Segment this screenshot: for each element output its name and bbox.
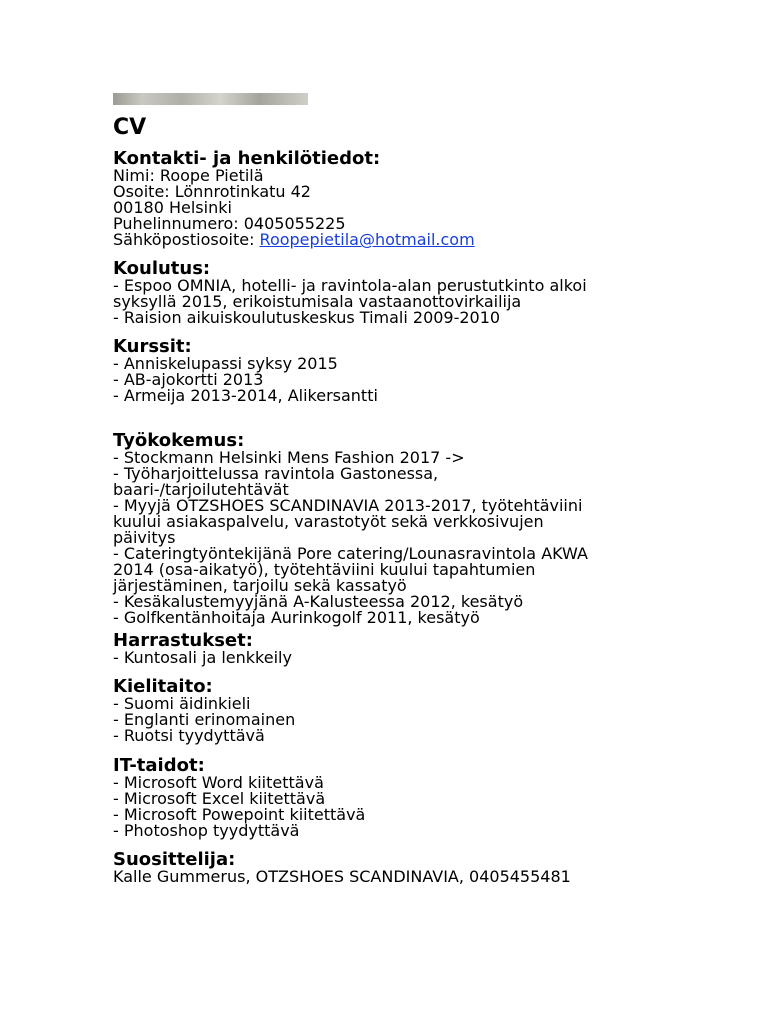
courses-heading: Kurssit: bbox=[113, 336, 192, 357]
languages-section bbox=[113, 678, 295, 744]
it-skill-line: - Photoshop tyydyttävä bbox=[113, 821, 300, 840]
it-skill-line: - Microsoft Powepoint kiitettävä bbox=[113, 805, 366, 824]
languages-heading: Kielitaito: bbox=[113, 676, 213, 697]
work-experience-section bbox=[113, 432, 588, 626]
email-label: Sähköpostiosoite: bbox=[113, 230, 260, 249]
education-section bbox=[113, 260, 587, 326]
contact-name: Nimi: Roope Pietilä bbox=[113, 166, 264, 185]
language-line: - Suomi äidinkieli bbox=[113, 694, 251, 713]
email-link[interactable]: Roopepietila@hotmail.com bbox=[259, 230, 475, 249]
course-line: - Armeija 2013-2014, Alikersantti bbox=[113, 386, 378, 405]
reference-line: Kalle Gummerus, OTZSHOES SCANDINAVIA, 0405455481 bbox=[113, 867, 571, 886]
cv-title: CV bbox=[113, 115, 147, 140]
work-line: - Myyjä OTZSHOES SCANDINAVIA 2013-2017, työtehtäviini bbox=[113, 496, 583, 515]
work-line: järjestäminen, tarjoilu sekä kassatyö bbox=[113, 576, 407, 595]
education-line: syksyllä 2015, erikoistumisala vastaanottovirkailija bbox=[113, 292, 522, 311]
language-line: - Ruotsi tyydyttävä bbox=[113, 726, 265, 745]
contact-phone: Puhelinnumero: 0405055225 bbox=[113, 214, 346, 233]
contact-heading: Kontakti- ja henkilötiedot: bbox=[113, 148, 381, 169]
it-skill-line: - Microsoft Word kiitettävä bbox=[113, 773, 324, 792]
work-line: 2014 (osa-aikatyö), työtehtäviini kuului tapahtumien bbox=[113, 560, 536, 579]
hobbies-section bbox=[113, 632, 292, 666]
it-skill-line: - Microsoft Excel kiitettävä bbox=[113, 789, 326, 808]
work-line: päivitys bbox=[113, 528, 176, 547]
profile-photo-fragment bbox=[113, 93, 308, 105]
it-skills-section bbox=[113, 757, 365, 839]
work-line: - Kesäkalustemyyjänä A-Kalusteessa 2012, kesätyö bbox=[113, 592, 524, 611]
contact-address: Osoite: Lönnrotinkatu 42 bbox=[113, 182, 311, 201]
hobbies-heading: Harrastukset: bbox=[113, 630, 253, 651]
reference-heading: Suosittelija: bbox=[113, 849, 236, 870]
work-line: - Cateringtyöntekijänä Pore catering/Lounasravintola AKWA bbox=[113, 544, 588, 563]
language-line: - Englanti erinomainen bbox=[113, 710, 296, 729]
contact-section bbox=[113, 150, 475, 248]
work-line: - Stockmann Helsinki Mens Fashion 2017 -> bbox=[113, 448, 465, 467]
hobby-line: - Kuntosali ja lenkkeily bbox=[113, 648, 292, 667]
reference-section bbox=[113, 851, 571, 885]
work-heading: Työkokemus: bbox=[113, 430, 245, 451]
course-line: - Anniskelupassi syksy 2015 bbox=[113, 354, 338, 373]
education-heading: Koulutus: bbox=[113, 258, 211, 279]
work-line: - Työharjoittelussa ravintola Gastonessa, bbox=[113, 464, 439, 483]
cv-document bbox=[113, 114, 753, 886]
contact-email-row bbox=[113, 232, 475, 248]
education-line: - Espoo OMNIA, hotelli- ja ravintola-alan perustutkinto alkoi bbox=[113, 276, 587, 295]
work-line: - Golfkentänhoitaja Aurinkogolf 2011, kesätyö bbox=[113, 608, 480, 627]
courses-section bbox=[113, 338, 378, 404]
contact-postal: 00180 Helsinki bbox=[113, 198, 232, 217]
it-skills-heading: IT-taidot: bbox=[113, 755, 205, 776]
work-line: baari-/tarjoilutehtävät bbox=[113, 480, 289, 499]
course-line: - AB-ajokortti 2013 bbox=[113, 370, 264, 389]
education-line: - Raision aikuiskoulutuskeskus Timali 2009-2010 bbox=[113, 308, 501, 327]
work-line: kuului asiakaspalvelu, varastotyöt sekä verkkosivujen bbox=[113, 512, 544, 531]
